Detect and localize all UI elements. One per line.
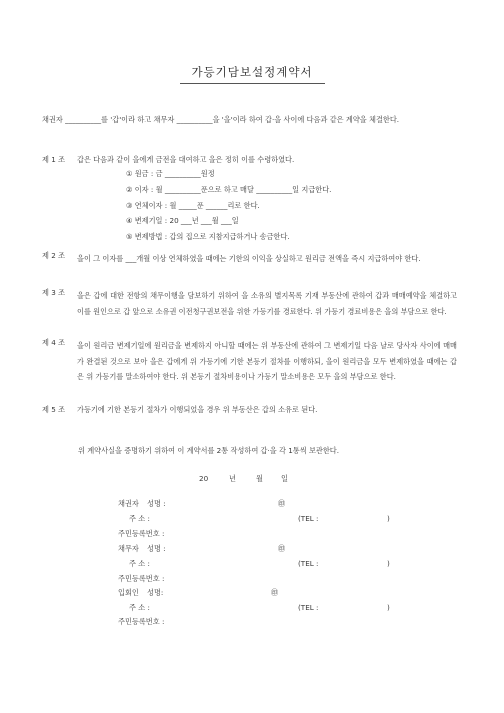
- creditor-tel-close: ): [387, 514, 390, 523]
- date-day-label: 일: [281, 474, 288, 483]
- article-1-text: 갑은 다음과 같이 을에게 금전을 대여하고 을은 정히 이를 수령하였다.: [77, 155, 295, 164]
- date-year-label: 년: [229, 474, 236, 483]
- article-4-text: 을이 원리금 변제기일에 원리금을 변제하지 아니할 때에는 위 부동산에 관하여 그 변제기일 다음 날로 당사자 사이에 매매가 완결된 것으로 보아 을은 갑에게 위 가등기에 기한 본등기 절차를 이행하되, 을이 원리금을 모두 변제하였을 때에는 갑은 위 가등기를 말소하여야 한다. 위 본등기 절차비용이나 가등기 말소비용은 모두 을의 부담으로 한다.: [77, 341, 457, 381]
- witness-tel-label: (TEL :: [298, 603, 319, 612]
- creditor-id-label: 주민등록번호 :: [118, 529, 165, 538]
- witness-address-label: 주 소 :: [129, 603, 150, 612]
- intro-text: 채권자 __________를 '갑'이라 하고 채무자 __________을 '을'이라 하여 갑·을 사이에 다음과 같은 계약을 체결한다.: [42, 115, 400, 124]
- article-1-item-due-date: ④ 변제기일 : 20 ___년 ___월 ___일: [126, 216, 239, 225]
- creditor-role: 채권자: [118, 499, 139, 508]
- title-underline: [180, 83, 325, 84]
- article-5-text: 가등기에 기한 본등기 절차가 이행되었을 경우 위 부동산은 갑의 소유로 된다.: [77, 405, 318, 414]
- witness-seal: ㊞: [271, 588, 279, 597]
- article-3-text: 을은 갑에 대한 전항의 채무이행을 담보하기 위하여 을 소유의 별지목록 기재 부동산에 관하여 갑과 매매예약을 체결하고 이를 원인으로 갑 앞으로 소유권 이전청구권보전을 위한 가등기를 경료한다. 위 가등기 경료비용은 을의 부담으로 한다.: [77, 291, 457, 316]
- article-1-number: 제 1 조: [42, 155, 66, 164]
- witness-name-label: 성명:: [147, 588, 164, 597]
- debtor-name-label: 성명 :: [147, 544, 166, 553]
- creditor-name-label: 성명 :: [147, 499, 166, 508]
- debtor-role: 채무자: [118, 544, 139, 553]
- article-2-text: 을이 그 이자를 ___개월 이상 연체하였을 때에는 기한의 이익을 상실하고 원리금 전액을 즉시 지급하여야 한다.: [77, 254, 421, 263]
- document-title: 가등기담보설정계약서: [191, 65, 313, 79]
- debtor-id-label: 주민등록번호 :: [118, 574, 165, 583]
- date-month-label: 월: [256, 474, 263, 483]
- debtor-address-label: 주 소 :: [129, 559, 150, 568]
- article-3-number: 제 3 조: [42, 288, 66, 297]
- witness-role: 입회인: [118, 588, 139, 597]
- article-4-number: 제 4 조: [42, 338, 66, 347]
- creditor-address-label: 주 소 :: [129, 514, 150, 523]
- article-1-item-late-interest: ③ 연체이자 : 월 _____푼 ______리로 한다.: [126, 201, 260, 210]
- article-1-item-payment-method: ⑤ 변제방법 : 갑의 집으로 지참지급하거나 송금한다.: [126, 232, 290, 241]
- witness-tel-close: ): [387, 603, 390, 612]
- debtor-seal: ㊞: [278, 544, 286, 553]
- article-2-number: 제 2 조: [42, 251, 66, 260]
- article-5-number: 제 5 조: [42, 405, 66, 414]
- article-1-item-principal: ① 원금 : 금 __________원정: [126, 169, 215, 178]
- closing-statement: 위 계약사실을 증명하기 위하여 이 계약서를 2통 작성하여 갑·을 각 1통씩 보관한다.: [78, 446, 340, 455]
- creditor-seal: ㊞: [278, 499, 286, 508]
- article-1-item-interest: ② 이자 : 월 __________푼으로 하고 매달 __________일 지급한다.: [126, 185, 332, 194]
- debtor-tel-close: ): [387, 559, 390, 568]
- creditor-tel-label: (TEL :: [298, 514, 319, 523]
- witness-id-label: 주민등록번호 :: [118, 617, 165, 626]
- debtor-tel-label: (TEL :: [298, 559, 319, 568]
- date-year-prefix: 20: [199, 474, 209, 483]
